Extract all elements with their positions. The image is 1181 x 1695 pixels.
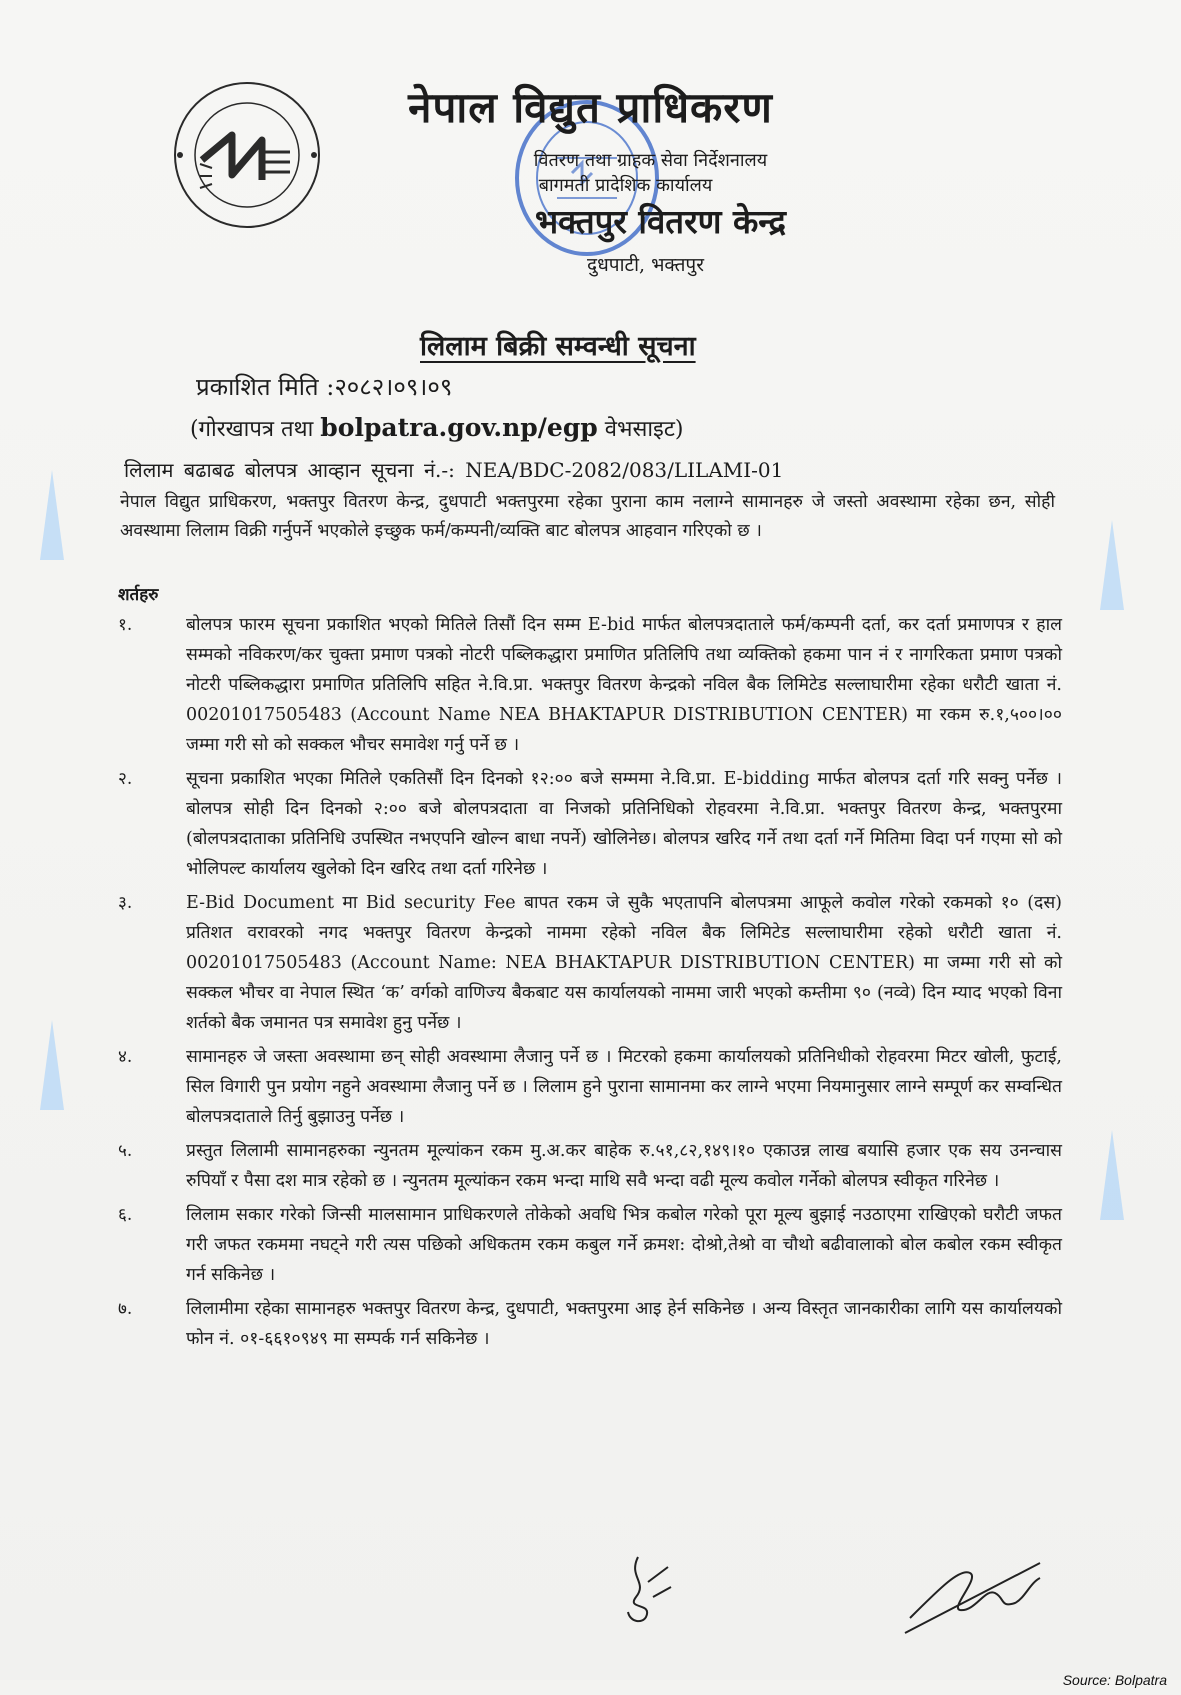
publication-source-close: वेभसाइट) [597,417,684,442]
watermark-arrow-icon [40,470,64,560]
organization-title: नेपाल विद्युत प्राधिकरण [408,83,773,132]
condition-text: सूचना प्रकाशित भएका मितिले एकतिसौं दिन दिनको १२:०० बजे सम्ममा ने.वि.प्रा. E-bidding मार्फत बोलपत्र दर्ता गरि सक्नु पर्नेछ । बोलपत्र सोही दिन दिनको २:०० बजे बोलपत्रदाता वा निजको प्रतिनिधिको रोहवरमा ने.वि.प्रा. भक्तपुर वितरण केन्द्र, भक्तपुरमा (बोलपत्रदाताका प्रतिनिधि उपस्थित नभएपनि खोल्न बाधा नपर्ने) खोलिनेछ। बोलपत्र खरिद गर्ने तथा दर्ता गर्ने मितिमा विदा पर्न गएमा सो को भोलिपल्ट कार्यालय खुलेको दिन खरिद तथा दर्ता गरिनेछ । [186,769,1062,879]
condition-text: सामानहरु जे जस्ता अवस्थामा छन् सोही अवस्थामा लैजानु पर्ने छ । मिटरको हकमा कार्यालयको प्रतिनिधीको रोहवरमा मिटर खोली, फुटाई, सिल विगारी पुन प्रयोग नहुने अवस्थामा लैजानु पर्ने छ । लिलाम हुने पुराना सामानमा कर लाग्ने भएमा नियमानुसार लाग्ने सम्पूर्ण कर सम्वन्धित बोलपत्रदाताले तिर्नु बुझाउनु पर्नेछ । [186,1047,1062,1127]
watermark-arrow-icon [40,1020,64,1110]
condition-number: ७. [118,1299,133,1319]
published-date: प्रकाशित मिति :२०८२।०९।०९ [196,373,453,401]
notice-title: लिलाम बिक्री सम्वन्धी सूचना [420,331,696,362]
condition-item [112,610,1062,760]
condition-number: ४. [118,1047,133,1067]
bolpatra-link[interactable]: bolpatra.gov.np/egp [320,413,598,442]
condition-number: ५. [118,1141,133,1161]
provincial-office-name: बागमती प्रादेशिक कार्यालय [538,175,713,196]
notice-number: लिलाम बढाबढ बोलपत्र आव्हान सूचना नं.-: NEA/BDC-2082/083/LILAMI-01 [124,458,784,482]
condition-item [112,1200,1062,1290]
distribution-center-name: भक्तपुर वितरण केन्द्र [534,202,787,241]
condition-number: २. [118,769,133,789]
directorate-name: वितरण तथा ग्राहक सेवा निर्देशनालय [533,150,768,171]
condition-text: लिलाम सकार गरेको जिन्सी मालसामान प्राधिकरणले तोकेको अवधि भित्र कबोल गरेको पूरा मूल्य बुझाई नउठाएमा राखिएको घरौटी जफत गरी जफत रकममा नघट्ने गरी त्यस पछिको अधिकतम रकम कबुल गर्ने क्रमश: दोश्रो,तेश्रो वा चौथो बढीवालाको बोल कबोल रकम स्वीकृत गर्न सकिनेछ । [186,1205,1062,1285]
condition-text: प्रस्तुत लिलामी सामानहरुका न्युनतम मूल्यांकन रकम मु.अ.कर बाहेक रु.५१,८२,१४९।१० एकाउन्न लाख बयासि हजार एक सय उनन्चास रुपियाँ र पैसा दश मात्र रहेको छ । न्युनतम मूल्यांकन रकम भन्दा माथि सवै भन्दा वढी मूल्य कवोल गर्नेको बोलपत्र स्वीकृत गरिनेछ । [186,1141,1062,1191]
condition-number: ३. [118,893,133,913]
publication-source [190,413,684,443]
watermark-arrow-icon [1100,1130,1124,1220]
condition-text: बोलपत्र फारम सूचना प्रकाशित भएको मितिले तिसौं दिन सम्म E-bid मार्फत बोलपत्रदाताले फर्म/कम्पनी दर्ता, कर दर्ता प्रमाणपत्र र हाल सम्मको नविकरण/कर चुक्ता प्रमाण पत्रको नोटरी पब्लिकद्धारा प्रमाणित प्रतिलिपि तथा व्यक्तिको हकमा पान नं र नागरिकता प्रमाण पत्रको नोटरी पब्लिकद्धारा प्रमाणित प्रतिलिपि सहित ने.वि.प्रा. भक्तपुर वितरण केन्द्रको नविल बैक लिमिटेड सल्लाघारीमा रहेका धरौटी खाता नं. 00201017505483 (Account Name NEA BHAKTAPUR DISTRIBUTION CENTER) मा रकम रु.१,५००।०० जम्मा गरी सो को सक्कल भौचर समावेश गर्नु पर्ने छ । [186,615,1062,755]
condition-item [112,1136,1062,1196]
condition-number: ६. [118,1205,133,1225]
publication-source-open: (गोरखापत्र तथा [190,417,321,442]
condition-number: १. [118,615,133,635]
condition-text: E-Bid Document मा Bid security Fee बापत रकम जे सुकै भएतापनि बोलपत्रमा आफूले कवोल गरेको रकमको १० (दस) प्रतिशत वरावरको नगद भक्तपुर वितरण केन्द्रको नाममा रहेको नविल बैक लिमिटेड सल्लाघारीमा रहेको धरौटी खाता नं. 00201017505483 (Account Name: NEA BHAKTAPUR DISTRIBUTION CENTER) मा जम्मा गरी सो को सक्कल भौचर वा नेपाल स्थित ‘क’ वर्गको वाणिज्य बैकबाट यस कार्यालयको नाममा जारी भएको कम्तीमा ९० (नव्वे) दिन म्याद भएको विना शर्तको बैक जमानत पत्र समावेश हुनु पर्नेछ । [186,893,1062,1033]
condition-item [112,888,1062,1038]
conditions-heading: शर्तहरु [118,585,159,605]
conditions-list [112,610,1062,1358]
condition-item [112,1294,1062,1354]
condition-item [112,1042,1062,1132]
condition-item [112,764,1062,884]
intro-paragraph: नेपाल विद्युत प्राधिकरण, भक्तपुर वितरण केन्द्र, दुधपाटी भक्तपुरमा रहेका पुराना काम नलाग्ने सामानहरु जे जस्तो अवस्थामा रहेका छन, सोही अवस्थामा लिलाम विक्री गर्नुपर्ने भएकोले इच्छुक फर्म/कम्पनी/व्यक्ति बाट बोलपत्र आहवान गरिएको छ । [120,492,1055,541]
condition-text: लिलामीमा रहेका सामानहरु भक्तपुर वितरण केन्द्र, दुधपाटी, भक्तपुरमा आइ हेर्न सकिनेछ । अन्य विस्तृत जानकारीका लागि यस कार्यालयको फोन नं. ०१-६६१०९४९ मा सम्पर्क गर्न सकिनेछ । [186,1299,1062,1349]
signature-right-icon [900,1548,1050,1638]
office-address: दुधपाटी, भक्तपुर [587,254,704,276]
signature-left-icon [608,1552,680,1632]
source-credit: Source: Bolpatra [1062,1672,1167,1688]
watermark-arrow-icon [1100,520,1124,610]
